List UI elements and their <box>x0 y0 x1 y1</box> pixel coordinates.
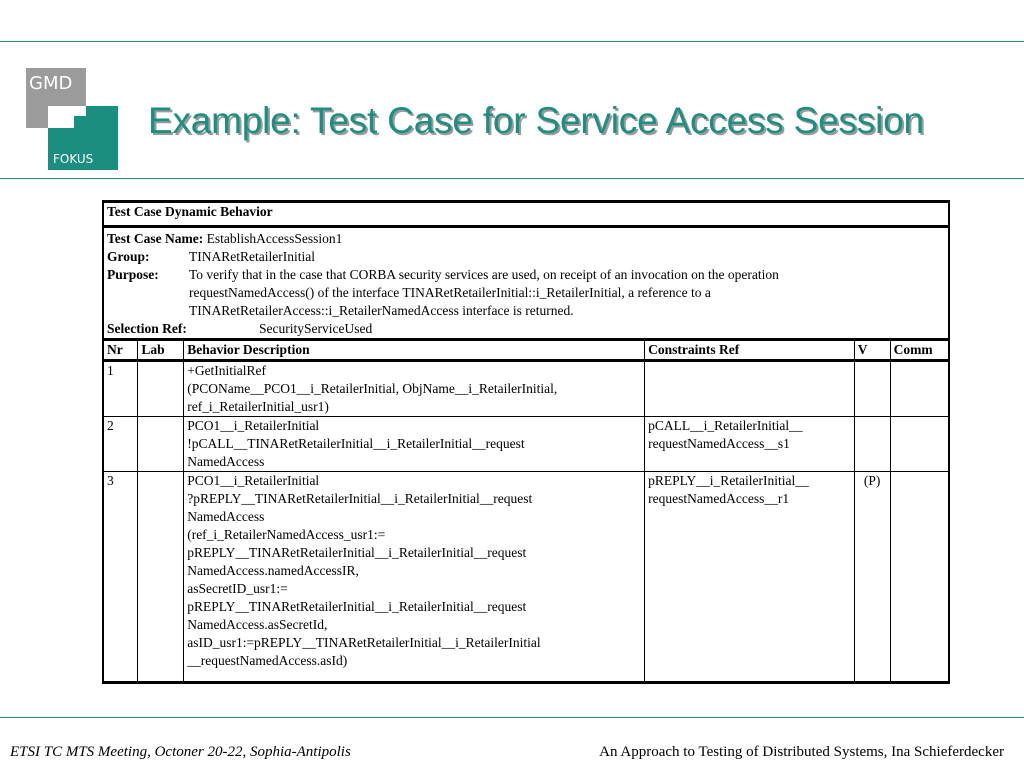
row-behavior <box>184 472 645 683</box>
row-constraints <box>645 472 855 683</box>
slide-title: Example: Test Case for Service Access Session <box>148 100 924 141</box>
behavior-line: __requestNamedAccess.asId) <box>187 653 348 668</box>
column-header-row <box>103 340 949 361</box>
row-behavior <box>184 417 645 472</box>
row-nr: 2 <box>103 417 138 472</box>
behavior-line: NamedAccess.namedAccessIR, <box>187 563 359 578</box>
behavior-line: NamedAccess.asSecretId, <box>187 617 328 632</box>
row-comment <box>890 361 949 417</box>
column-header-v: V <box>854 340 890 361</box>
behavior-line: ?pREPLY__TINARetRetailerInitial__i_RetailerInitial__request <box>187 491 533 506</box>
selection-ref-line <box>107 320 945 338</box>
row-comment <box>890 472 949 683</box>
behavior-line: asSecretID_usr1:= <box>187 581 288 596</box>
behavior-line: pREPLY__TINARetRetailerInitial__i_RetailerInitial__request <box>187 599 527 614</box>
row-nr: 3 <box>103 472 138 683</box>
row-behavior <box>184 361 645 417</box>
behavior-line: ref_i_RetailerInitial_usr1) <box>187 399 329 414</box>
top-rule <box>0 41 1024 42</box>
footer-meeting: ETSI TC MTS Meeting, Octoner 20-22, Sophia-Antipolis <box>10 744 351 760</box>
selection-ref-value: SecurityServiceUsed <box>259 321 373 336</box>
gmd-fokus-logo <box>26 68 118 170</box>
table-row <box>103 472 949 683</box>
test-case-name-label: Test Case Name: <box>107 231 204 246</box>
purpose-label: Purpose: <box>107 267 159 282</box>
column-header-lab: Lab <box>138 340 184 361</box>
selection-ref-label: Selection Ref: <box>107 321 187 336</box>
test-case-name-line <box>107 230 945 248</box>
row-verdict: (P) <box>854 472 890 683</box>
footer-author: An Approach to Testing of Distributed Systems, Ina Schieferdecker <box>599 744 1004 760</box>
table-row <box>103 361 949 417</box>
test-case-info <box>103 227 949 340</box>
constraint-line: requestNamedAccess__r1 <box>648 491 790 506</box>
group-line <box>107 248 945 266</box>
constraint-line: pREPLY__i_RetailerInitial__ <box>648 473 809 488</box>
constraint-line: pCALL__i_RetailerInitial__ <box>648 418 803 433</box>
purpose-line-2: requestNamedAccess() of the interface TINARetRetailerInitial::i_RetailerInitial, a reference to a <box>189 285 711 300</box>
purpose-line-3: TINARetRetailerAccess::i_RetailerNamedAccess interface is returned. <box>189 303 574 318</box>
behavior-line: !pCALL__TINARetRetailerInitial__i_RetailerInitial__request <box>187 436 525 451</box>
test-case-name-value: EstablishAccessSession1 <box>206 231 343 246</box>
row-constraints <box>645 417 855 472</box>
column-header-constraints: Constraints Ref <box>645 340 855 361</box>
behavior-line: (PCOName__PCO1__i_RetailerInitial, ObjName__i_RetailerInitial, <box>187 381 558 396</box>
behavior-line: NamedAccess <box>187 509 265 524</box>
row-verdict <box>854 417 890 472</box>
test-case-table <box>102 200 950 684</box>
row-lab <box>138 417 184 472</box>
table-title: Test Case Dynamic Behavior <box>103 202 949 227</box>
row-lab <box>138 472 184 683</box>
row-lab <box>138 361 184 417</box>
column-header-nr: Nr <box>103 340 138 361</box>
test-case-info-row <box>103 227 949 340</box>
purpose-line <box>107 266 945 320</box>
footer-rule <box>0 717 1024 718</box>
behavior-line: asID_usr1:=pREPLY__TINARetRetailerInitial__i_RetailerInitial <box>187 635 541 650</box>
logo-bottom-text: FOKUS <box>53 152 94 166</box>
behavior-line: PCO1__i_RetailerInitial <box>187 473 320 488</box>
row-constraints <box>645 361 855 417</box>
column-header-behavior: Behavior Description <box>184 340 645 361</box>
behavior-line: +GetInitialRef <box>187 363 267 378</box>
title-rule <box>0 178 1024 179</box>
row-nr: 1 <box>103 361 138 417</box>
group-value: TINARetRetailerInitial <box>189 249 315 264</box>
column-header-comm: Comm <box>890 340 949 361</box>
behavior-line: NamedAccess <box>187 454 265 469</box>
table-title-row <box>103 202 949 227</box>
purpose-text <box>189 266 779 320</box>
table-row <box>103 417 949 472</box>
group-label: Group: <box>107 249 150 264</box>
row-comment <box>890 417 949 472</box>
behavior-line: PCO1__i_RetailerInitial <box>187 418 320 433</box>
logo-top-text: GMD <box>29 73 73 94</box>
constraint-line: requestNamedAccess__s1 <box>648 436 790 451</box>
row-verdict <box>854 361 890 417</box>
behavior-line: pREPLY__TINARetRetailerInitial__i_RetailerInitial__request <box>187 545 527 560</box>
purpose-line-1: To verify that in the case that CORBA security services are used, on receipt of an invocation on the operation <box>189 267 779 282</box>
behavior-line: (ref_i_RetailerNamedAccess_usr1:= <box>187 527 386 542</box>
